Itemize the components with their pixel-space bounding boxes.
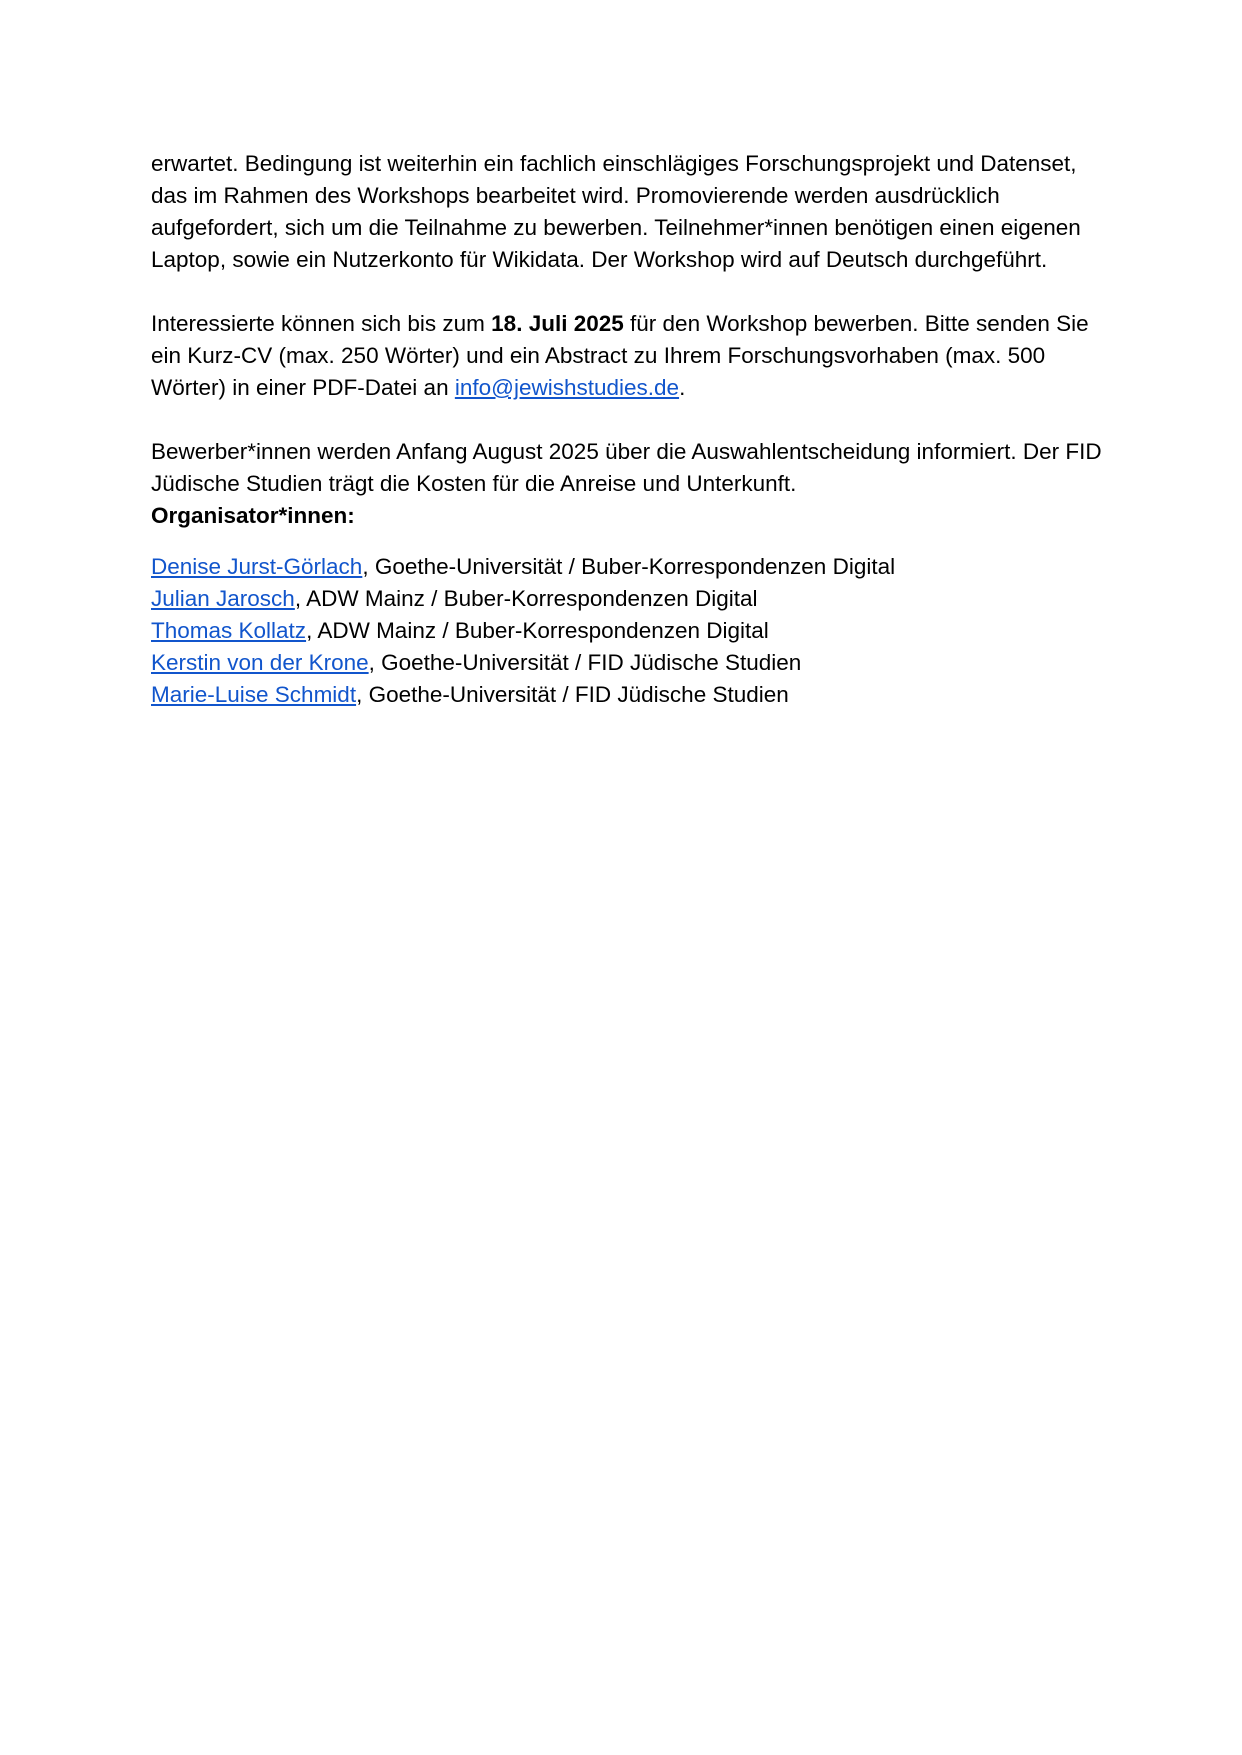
organizer-item bbox=[151, 551, 1111, 583]
email-link[interactable]: info@jewishstudies.de bbox=[454, 375, 680, 400]
organizer-item bbox=[151, 679, 1111, 711]
paragraph-selection: Bewerber*innen werden Anfang August 2025 über die Auswahlentscheidung informiert. Der FID Jüdische Studien trägt die Kosten für die Anreise und Unterkunft. bbox=[151, 439, 1102, 496]
organizer-item bbox=[151, 583, 1111, 615]
organizer-affiliation: , Goethe-Universität / FID Jüdische Studien bbox=[356, 682, 789, 707]
organizer-affiliation: , ADW Mainz / Buber-Korrespondenzen Digital bbox=[294, 586, 758, 611]
organizers-heading: Organisator*innen: bbox=[151, 503, 355, 528]
organizer-link[interactable]: Kerstin von der Krone bbox=[151, 650, 369, 675]
organizers-list bbox=[151, 551, 1111, 711]
application-deadline: 18. Juli 2025 bbox=[491, 311, 624, 336]
paragraph-requirements: erwartet. Bedingung ist weiterhin ein fachlich einschlägiges Forschungsprojekt und Datenset, das im Rahmen des Workshops bearbeitet wird. Promovierende werden ausdrücklich aufgefordert, sich um die Teilnahme zu bewerben. Teilnehmer*innen benötigen einen eigenen Laptop, sowie ein Nutzerkonto für Wikidata. Der Workshop wird auf Deutsch durchgeführt. bbox=[151, 151, 1081, 272]
organizer-item bbox=[151, 615, 1111, 647]
organizer-affiliation: , Goethe-Universität / FID Jüdische Studien bbox=[368, 650, 802, 675]
application-text-end: . bbox=[679, 375, 686, 400]
application-text-middle: für den Workshop bewerben. Bitte senden Sie ein Kurz-CV (max. 250 Wörter) und ein Abstract zu Ihrem Forschungsvorhaben (max. 500 Wörter) in einer PDF-Datei an bbox=[151, 311, 1089, 400]
document-body bbox=[151, 148, 1111, 711]
organizer-link[interactable]: Julian Jarosch bbox=[151, 586, 295, 611]
organizer-affiliation: , ADW Mainz / Buber-Korrespondenzen Digital bbox=[306, 618, 769, 643]
application-text-start: Interessierte können sich bis zum bbox=[151, 311, 492, 336]
organizer-item bbox=[151, 647, 1111, 679]
organizer-link[interactable]: Thomas Kollatz bbox=[151, 618, 307, 643]
organizer-link[interactable]: Denise Jurst-Görlach bbox=[151, 554, 363, 579]
organizer-link[interactable]: Marie-Luise Schmidt bbox=[151, 682, 357, 707]
organizer-affiliation: , Goethe-Universität / Buber-Korrespondenzen Digital bbox=[362, 554, 896, 579]
paragraph-application bbox=[151, 308, 1111, 404]
